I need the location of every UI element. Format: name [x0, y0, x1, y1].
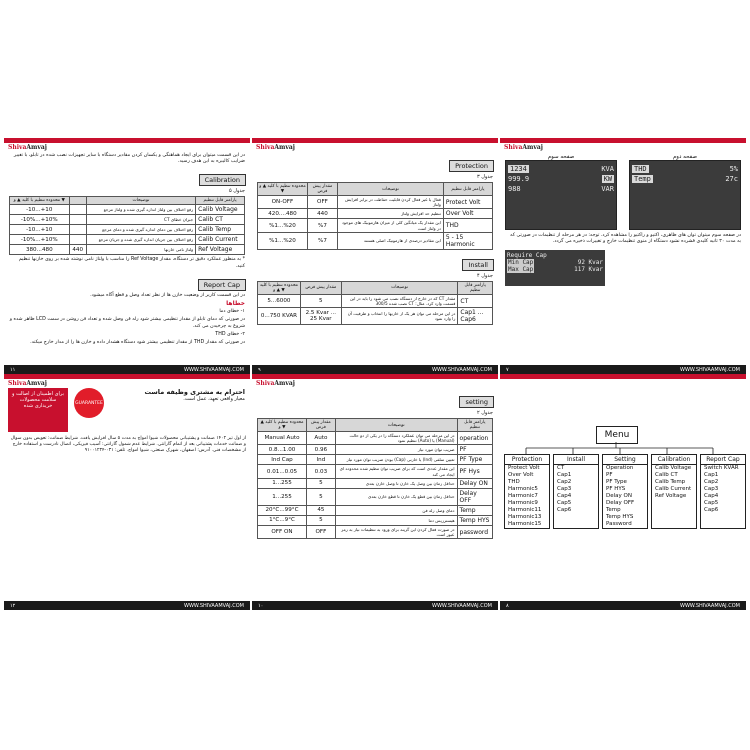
menu-item: Calib Current — [655, 486, 692, 492]
cell-range: 0.01...0.05 — [258, 465, 307, 478]
menu-item: Password — [606, 521, 632, 527]
cell-range: 1...255 — [258, 478, 307, 488]
table-row — [258, 465, 493, 478]
page-number: ۱۰ — [258, 602, 264, 609]
cell-desc: فعال یا غیر فعال کردن قابلیت حفاظت در برابر افزایش ولتاژ — [338, 196, 444, 209]
cell-default: 0.96 — [307, 445, 336, 455]
cell-range: %1...%20 — [258, 232, 308, 249]
menu-column-head: Protection — [505, 455, 549, 465]
menu-item: Harmonic7 — [508, 493, 538, 499]
col-name: پارامتر قابل تنظیم — [196, 197, 245, 205]
menu-item: Harmonic15 — [508, 521, 542, 527]
menu-item: Cap5 — [557, 500, 572, 506]
reportcap-text: در این قسمت کاربر از وضعیت خازن ها از نظر تعداد وصل و قطع آگاه میشود. — [90, 292, 245, 298]
cell-default: 440 — [307, 209, 337, 219]
menu-item: Cap6 — [557, 507, 572, 513]
calibration-title: Calibration — [199, 174, 246, 186]
table-row — [258, 294, 493, 307]
menu-item: Cap1 — [704, 472, 719, 478]
table-row — [10, 245, 245, 255]
cell-name: Calib CT — [196, 215, 245, 225]
page-display — [500, 138, 746, 374]
menu-column — [553, 454, 599, 529]
menu-item: Switch KVAR — [704, 465, 739, 471]
cell-range: 1...255 — [258, 488, 307, 505]
page-number: ۸ — [506, 602, 509, 609]
errors-heading: خطاها — [226, 300, 245, 308]
table-caption: جدول ۳ — [476, 174, 493, 180]
table-row — [258, 232, 493, 249]
cell-range: %1...%20 — [258, 219, 308, 232]
cell-desc: تعیین سلفی (Ind) یا خازنی (Cap) بودن ضریب توان مورد نیاز — [335, 455, 457, 465]
setting-table — [257, 418, 493, 539]
menu-item: Over Volt — [508, 472, 534, 478]
guarantee-seal: GUARANTEE — [74, 388, 104, 418]
warranty-title: احترام به مشتری وظیفه ماست معیار واقعی تعهد، عمل است. — [108, 388, 245, 402]
page-footer — [4, 601, 250, 610]
cell-desc: دمای وصل رله فن — [335, 505, 457, 515]
website: WWW.SHIVAAMVAJ.COM — [432, 602, 492, 609]
cell-range: 380...480 — [10, 245, 70, 255]
menu-item: Harmonic5 — [508, 486, 538, 492]
error-item: ۱- خطای دما — [219, 309, 245, 315]
setting-title: setting — [459, 396, 494, 408]
col-name: پارامتر قابل تنظیم — [443, 183, 492, 196]
error-item: در صورتی که دمای تابلو از مقدار تنظیمی بیشتر شود رله فن وصل شده و تعداد فن روشن در سمت LCD ظاهر شده و شروع به چرخیدن می کند. — [9, 317, 245, 329]
page-number: ۱۱ — [10, 366, 16, 373]
cell-name: Temp HYS — [457, 515, 492, 525]
cell-range: Manual Auto — [258, 432, 307, 445]
cell-desc: حداقل زمان بین قطع یک خازن تا قطع خازن بعدی — [335, 488, 457, 505]
calibration-intro: در این قسمت میتوان برای ایجاد هماهنگی و یکسان کردن مقادیر دستگاه با سایر تجهیزات نصب شده در تابلو، با تغییر ضرایب کالیبره به این هدف رسید. — [13, 153, 245, 165]
display-text: در صفحه سوم میتوان توان های ظاهری، اکتیو و راکتیو را مشاهده کرد. توجه: در هر مرحله از تنظیمات در صورتی که به مدت ۳۰ ثانیه کلیدی فشرده نشود دستگاه از منوی تنظیمات خارج و تغییرات ذخیره می گردد. — [510, 233, 741, 245]
col-default — [69, 197, 86, 205]
cell-desc: در صورت فعال کردن این گزینه برای ورود به تنظیمات نیاز به رمز عبور است — [335, 525, 457, 538]
table-row — [258, 515, 493, 525]
cell-range: 0...750 KVAR — [258, 308, 301, 325]
col-range: محدوده تنظیم با کلید ▲ و ▼ — [259, 184, 306, 194]
cell-name: Over Volt — [443, 209, 492, 219]
page-calibration — [4, 138, 250, 374]
cell-name: PF Hys — [457, 465, 492, 478]
cell-desc: هیسترزیس دما — [335, 515, 457, 525]
screen-label: صفحه سوم — [547, 154, 575, 160]
col-range: محدوده تنظیم با کلید ▲ و ▼ — [258, 281, 301, 294]
col-desc: توضیحات — [335, 419, 457, 432]
cell-name: Calib Temp — [196, 225, 245, 235]
cell-name: password — [457, 525, 492, 538]
col-range: محدوده تنظیم با کلید ▲ و ▼ — [10, 197, 70, 205]
cell-name: Delay ON — [457, 478, 492, 488]
cell-desc: جبران خطای CT — [86, 215, 195, 225]
cell-default: 440 — [69, 245, 86, 255]
menu-item: Cap2 — [704, 479, 719, 485]
error-item: در صورتی که مقدار THD از مقدار تنظیمی بیشتر شود دستگاه هشدار داده و خازن ها را از مدار خارج میکند. — [30, 340, 245, 346]
cell-name: PF — [457, 445, 492, 455]
manual-spread — [4, 138, 746, 610]
menu-item: Cap2 — [557, 479, 572, 485]
cell-name: operation — [457, 432, 492, 445]
cell-default: Auto — [307, 432, 336, 445]
cell-default: %7 — [307, 232, 337, 249]
menu-item: Delay OFF — [606, 500, 635, 506]
menu-item: Harmonic9 — [508, 500, 538, 506]
col-desc: توضیحات — [341, 281, 458, 294]
page-number: ۱۲ — [10, 602, 16, 609]
cell-name: Delay OFF — [457, 488, 492, 505]
table-row — [258, 478, 493, 488]
table-row — [10, 215, 245, 225]
menu-item: Cap1 — [557, 472, 572, 478]
cell-default — [69, 205, 86, 215]
table-row — [258, 432, 493, 445]
cell-default: 45 — [307, 505, 336, 515]
cell-range: ON-OFF — [258, 196, 308, 209]
table-row — [258, 525, 493, 538]
col-range: محدوده تنظیم با کلید ▲ و ▼ — [258, 419, 307, 432]
page-menu-tree — [500, 374, 746, 610]
page-footer — [252, 365, 498, 374]
menu-item: THD — [508, 479, 520, 485]
menu-item: PF Type — [606, 479, 627, 485]
menu-column — [602, 454, 648, 529]
brand-logo: ShivaAmvaj — [8, 144, 47, 151]
brand-logo: ShivaAmvaj — [8, 380, 47, 387]
cell-desc: در این مرحله می توان هر یک از خازنها را انتخاب و ظرفیت آن را وارد نمود — [341, 308, 458, 325]
col-default: مقدار پیش فرض — [300, 281, 341, 294]
cell-name: Protect Volt — [443, 196, 492, 209]
cell-desc: رفع اختلاف بین ولتاژ اندازه گیری شده و ولتاژ مرجع — [86, 205, 195, 215]
cell-default: OFF — [307, 196, 337, 209]
menu-column-head: Setting — [603, 455, 647, 465]
menu-root: Menu — [596, 426, 638, 444]
table-row — [258, 209, 493, 219]
table-caption: جدول ۵ — [228, 188, 245, 195]
table-caption: جدول ۲ — [476, 410, 493, 416]
lcd-screen-third: 1234 KVA 999.9 KW 988 VAR — [505, 160, 617, 230]
warranty-text: از اول تیر ۱۴۰۲ ضمانت و پشتیبانی محصولات شیوا امواج به مدت ۵ سال افزایش یافت. شرایط ضمانت: تعویض بدون سوال و ضمانت خدمات پشتیبانی بعد از اتمام گارانتی. شرایط عدم شمول گارانتی: آسیب فیزیکی، اتصال نادرست و استفاده خارج از مشخصات فنی. آدرس: اصفهان، شهرک صنعتی، شیوا امواج. تلفن: ۰۳۱-۹۱۰۰۱۲۳۴ — [10, 436, 246, 454]
brand-logo: ShivaAmvaj — [504, 144, 543, 151]
menu-item: Calib Temp — [655, 479, 686, 485]
cell-desc: حداقل زمان بین وصل یک خازن تا وصل خازن بعدی — [335, 478, 457, 488]
menu-item: Cap6 — [704, 507, 719, 513]
cell-desc: این مقدار یک میانگین کلی از میزان هارمونیک های موجود در ولتاژ است — [338, 219, 444, 232]
cell-default — [69, 225, 86, 235]
cell-default: OFF — [307, 525, 336, 538]
cell-name: 5 - 15 Harmonic — [443, 232, 492, 249]
col-name: پارامتر قابل تنظیم — [458, 281, 493, 294]
page-protection — [252, 138, 498, 374]
cell-default: 5 — [307, 478, 336, 488]
cell-default — [69, 235, 86, 245]
menu-item: Calib CT — [655, 472, 678, 478]
menu-item: Protect Volt — [508, 465, 540, 471]
menu-item: Cap5 — [704, 500, 719, 506]
table-row — [258, 445, 493, 455]
menu-column — [700, 454, 746, 529]
menu-item: Cap4 — [557, 493, 572, 499]
website: WWW.SHIVAAMVAJ.COM — [680, 366, 740, 373]
col-default: مقدار پیش فرض — [307, 419, 336, 432]
cell-name: Calib Current — [196, 235, 245, 245]
cell-name: Calib Voltage — [196, 205, 245, 215]
cell-default — [69, 215, 86, 225]
col-desc: توضیحات — [338, 183, 444, 196]
menu-item: PF HYS — [606, 486, 626, 492]
page-footer — [4, 365, 250, 374]
table-row — [258, 308, 493, 325]
menu-item: Delay ON — [606, 493, 632, 499]
calibration-note: * به منظور عملکرد دقیق تر دستگاه، مقدار Ref Voltage را مناسب با ولتاژ نامی نوشته شده بر روی خازنها تنظیم کنید. — [18, 257, 245, 269]
screen-label: صفحه دوم — [672, 154, 698, 160]
page-footer — [252, 601, 498, 610]
menu-column-head: Report Cap — [701, 455, 745, 465]
menu-column — [504, 454, 550, 529]
menu-column-head: Calibration — [652, 455, 696, 465]
table-row — [10, 205, 245, 215]
calibration-table — [9, 196, 245, 255]
authenticity-box: برای اطمینان از اصالت و سلامت محصولات خریداری شده — [8, 388, 68, 432]
table-row — [258, 505, 493, 515]
protection-table — [257, 182, 493, 250]
cell-range: -10...+10 — [10, 225, 70, 235]
install-table — [257, 281, 493, 325]
cell-desc: ولتاژ نامی خازنها — [86, 245, 195, 255]
menu-item: Cap3 — [704, 486, 719, 492]
cell-desc: در این مرحله می توان عملکرد دستگاه را در یکی از دو حالت (Manual) یا (Auto) تنظیم نمود — [335, 432, 457, 445]
cell-default: 5 — [307, 488, 336, 505]
page-warranty — [4, 374, 250, 610]
cell-range: 5...6000 — [258, 294, 301, 307]
page-setting — [252, 374, 498, 610]
cell-default: Ind — [307, 455, 336, 465]
menu-item: Temp HYS — [606, 514, 634, 520]
cell-range: -10%...+10% — [10, 235, 70, 245]
page-footer — [500, 365, 746, 374]
menu-item: PF — [606, 472, 613, 478]
menu-column-head: Install — [554, 455, 598, 465]
cell-range: 1°C...9°C — [258, 515, 307, 525]
warranty-subtitle: معیار واقعی تعهد، عمل است. — [183, 396, 245, 402]
error-item: ۲- خطای THD — [215, 331, 245, 337]
table-row — [258, 455, 493, 465]
cell-desc: مقدار CT که در خارج از دستگاه نصب می شود را باید در این قسمت وارد کرد. مثال: CT نصب شده 300/5 — [341, 294, 458, 307]
table-caption: جدول ۴ — [476, 272, 493, 279]
page-number: ۹ — [258, 366, 261, 373]
menu-item: Cap3 — [557, 486, 572, 492]
col-desc: توضیحات — [86, 197, 195, 205]
cell-default: 0.03 — [307, 465, 336, 478]
cell-range: OFF ON — [258, 525, 307, 538]
menu-item: Ref Voltage — [655, 493, 687, 499]
menu-item: Calib Voltage — [655, 465, 692, 471]
table-row — [258, 196, 493, 209]
install-title: Install — [462, 259, 494, 271]
cell-name: Cap1 ... Cap6 — [458, 308, 493, 325]
cell-name: PF Type — [457, 455, 492, 465]
cell-default: %7 — [307, 219, 337, 232]
table-row — [10, 235, 245, 245]
table-row — [10, 225, 245, 235]
cell-range: -10%...+10% — [10, 215, 70, 225]
page-footer — [500, 601, 746, 610]
brand-logo: ShivaAmvaj — [256, 144, 295, 151]
menu-item: CT — [557, 465, 565, 471]
page-number: ۷ — [506, 366, 509, 373]
website: WWW.SHIVAAMVAJ.COM — [680, 602, 740, 609]
cell-range: 420....480 — [258, 209, 308, 219]
reportcap-title: Report Cap — [198, 279, 246, 291]
website: WWW.SHIVAAMVAJ.COM — [432, 366, 492, 373]
protection-title: Protection — [449, 160, 494, 172]
cell-desc: این مقادیر درصدی از هارمونیک اصلی هستند — [338, 232, 444, 249]
red-header-bar — [500, 374, 746, 379]
cell-name: CT — [458, 294, 493, 307]
cell-range: 0.8...1.00 — [258, 445, 307, 455]
brand-logo: ShivaAmvaj — [256, 380, 295, 387]
cell-desc: ضریب توان مورد نیاز — [335, 445, 457, 455]
cell-name: Ref Voltage — [196, 245, 245, 255]
cell-range: -10...+10 — [10, 205, 70, 215]
website: WWW.SHIVAAMVAJ.COM — [184, 366, 244, 373]
menu-column — [651, 454, 697, 529]
menu-item: Harmonic11 — [508, 507, 542, 513]
cell-name: Temp — [457, 505, 492, 515]
menu-item: Harmonic13 — [508, 514, 542, 520]
cell-name: THD — [443, 219, 492, 232]
cell-default: 5 — [307, 515, 336, 525]
cell-desc: رفع اختلاف بین جریان اندازه گیری شده و جریان مرجع — [86, 235, 195, 245]
cell-desc: این مقدار عددی است که برای ضریب توان تنظیم شده محدوده ای ایجاد می کند — [335, 465, 457, 478]
lcd-require-cap: Require Cap Min Cap 92 Kvar Max Cap 117 Kvar — [505, 250, 605, 286]
cell-range: Ind Cap — [258, 455, 307, 465]
col-name: پارامتر قابل تنظیم — [457, 419, 492, 432]
lcd-screen-second: THD 5% Temp 27c — [629, 160, 741, 230]
table-row — [258, 488, 493, 505]
menu-item: Cap4 — [704, 493, 719, 499]
col-default: مقدار پیش فرض — [307, 183, 337, 196]
cell-desc: رفع اختلاف بین دمای اندازه گیری شده و دمای مرجع — [86, 225, 195, 235]
cell-desc: تنظیم حد افزایش ولتاژ — [338, 209, 444, 219]
menu-item: Temp — [606, 507, 621, 513]
cell-range: 20°C...99°C — [258, 505, 307, 515]
menu-columns — [504, 454, 746, 529]
website: WWW.SHIVAAMVAJ.COM — [184, 602, 244, 609]
menu-item: Operation — [606, 465, 634, 471]
cell-default: 5 — [300, 294, 341, 307]
table-row — [258, 219, 493, 232]
cell-default: 2.5 Kvar ... 25 Kvar — [300, 308, 341, 325]
